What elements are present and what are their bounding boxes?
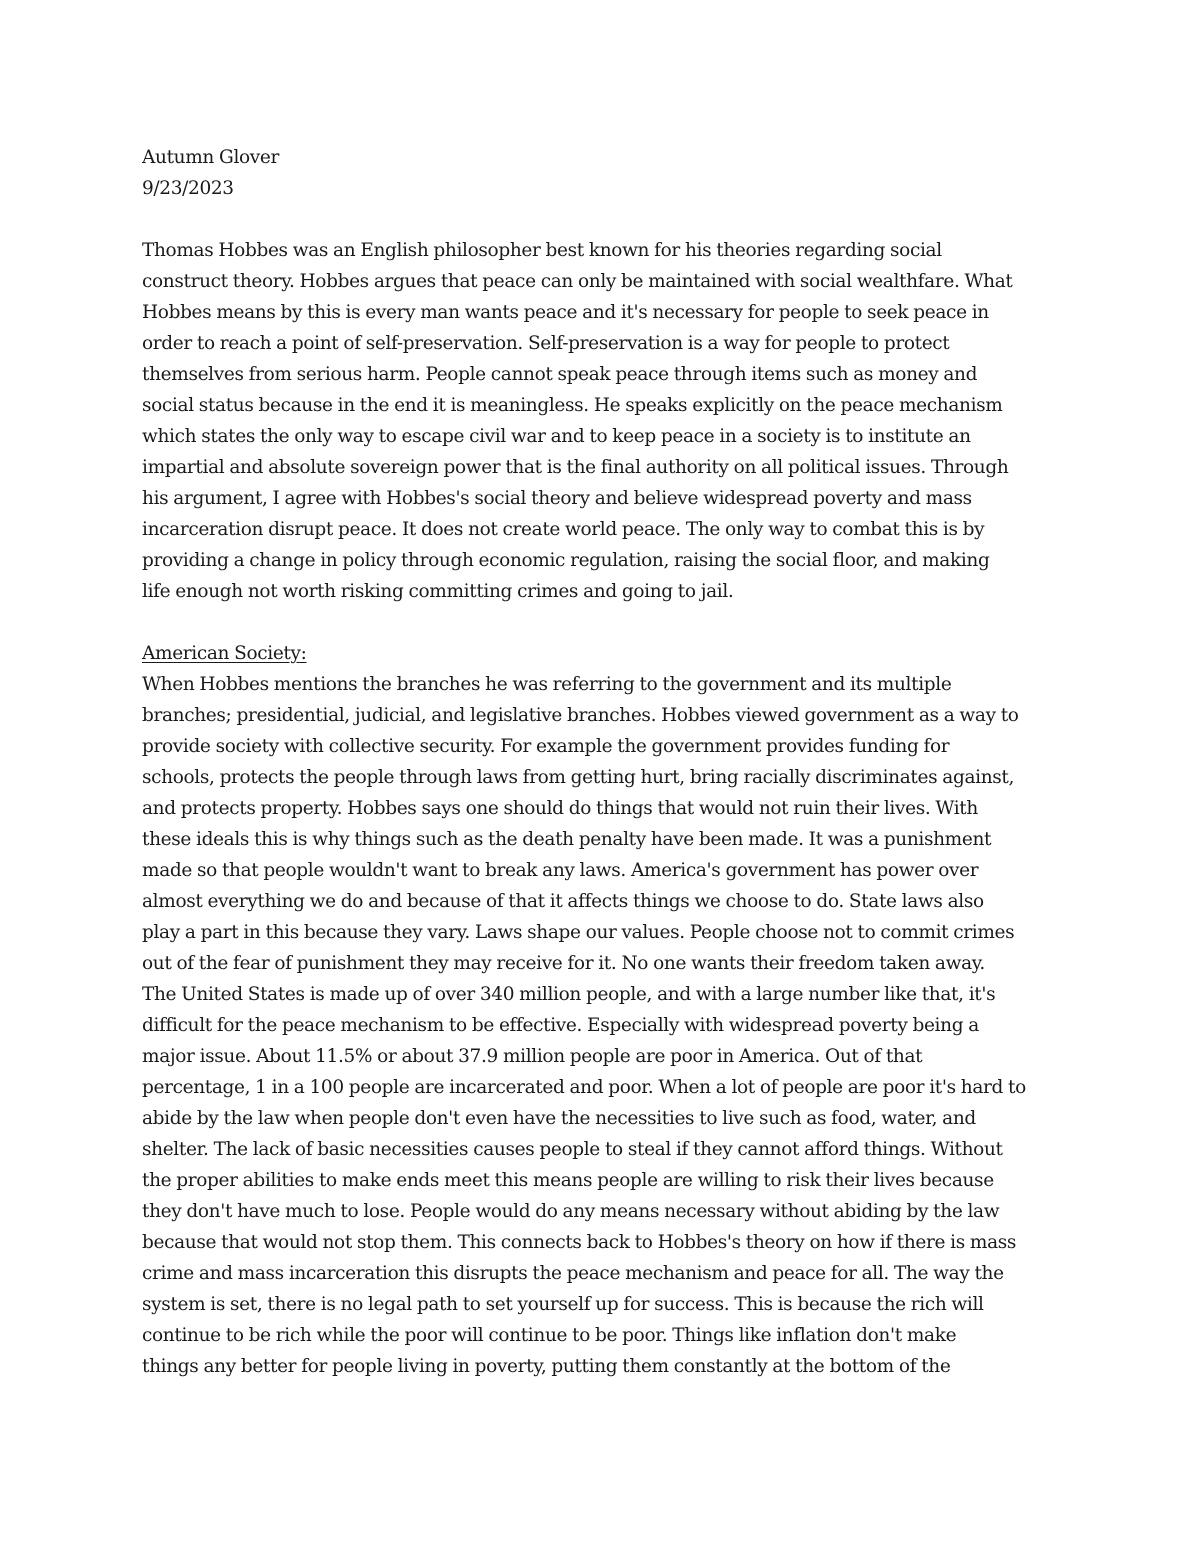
document-page [142, 142, 1062, 1382]
paragraph-line: continue to be rich while the poor will continue to be poor. Things like inflation don't make [142, 1325, 957, 1346]
intro-paragraph [142, 235, 1062, 607]
document-date: 9/23/2023 [142, 178, 234, 199]
paragraph-line: Thomas Hobbes was an English philosopher best known for his theories regarding social [142, 240, 942, 261]
paragraph-line: the proper abilities to make ends meet this means people are willing to risk their lives because [142, 1170, 994, 1191]
paragraph-line: providing a change in policy through economic regulation, raising the social floor, and making [142, 550, 990, 571]
paragraph-line: difficult for the peace mechanism to be effective. Especially with widespread poverty being a [142, 1015, 979, 1036]
paragraph-line: life enough not worth risking committing crimes and going to jail. [142, 581, 734, 602]
paragraph-line: which states the only way to escape civil war and to keep peace in a society is to institute an [142, 426, 971, 447]
paragraph-line: percentage, 1 in a 100 people are incarcerated and poor. When a lot of people are poor it's hard to [142, 1077, 1026, 1098]
paragraph-line: things any better for people living in poverty, putting them constantly at the bottom of the [142, 1356, 951, 1377]
paragraph-line: themselves from serious harm. People cannot speak peace through items such as money and [142, 364, 978, 385]
paragraph-line: impartial and absolute sovereign power that is the final authority on all political issues. Through [142, 457, 1009, 478]
paragraph-line: crime and mass incarceration this disrupts the peace mechanism and peace for all. The way the [142, 1263, 1004, 1284]
blank-line [142, 204, 1062, 235]
paragraph-line: system is set, there is no legal path to set yourself up for success. This is because the rich will [142, 1294, 984, 1315]
paragraph-line: almost everything we do and because of that it affects things we choose to do. State laws also [142, 891, 984, 912]
paragraph-line: incarceration disrupt peace. It does not create world peace. The only way to combat this is by [142, 519, 985, 540]
paragraph-line: his argument, I agree with Hobbes's social theory and believe widespread poverty and mass [142, 488, 972, 509]
section-heading: American Society: [142, 643, 307, 664]
paragraph-line: they don't have much to lose. People would do any means necessary without abiding by the law [142, 1201, 1000, 1222]
paragraph-line: order to reach a point of self-preservation. Self-preservation is a way for people to protect [142, 333, 950, 354]
blank-line [142, 607, 1062, 638]
paragraph-line: construct theory. Hobbes argues that peace can only be maintained with social wealthfare. What [142, 271, 1013, 292]
paragraph-line: because that would not stop them. This connects back to Hobbes's theory on how if there is mass [142, 1232, 1017, 1253]
author-name: Autumn Glover [142, 147, 279, 168]
paragraph-line: abide by the law when people don't even have the necessities to live such as food, water, and [142, 1108, 976, 1129]
paragraph-line: When Hobbes mentions the branches he was referring to the government and its multiple [142, 674, 952, 695]
paragraph-line: and protects property. Hobbes says one should do things that would not ruin their lives. With [142, 798, 978, 819]
paragraph-line: major issue. About 11.5% or about 37.9 million people are poor in America. Out of that [142, 1046, 923, 1067]
paragraph-line: play a part in this because they vary. Laws shape our values. People choose not to commit crimes [142, 922, 1015, 943]
paragraph-line: The United States is made up of over 340 million people, and with a large number like that, it's [142, 984, 996, 1005]
paragraph-line: social status because in the end it is meaningless. He speaks explicitly on the peace mechanism [142, 395, 1003, 416]
paragraph-line: made so that people wouldn't want to break any laws. America's government has power over [142, 860, 979, 881]
paragraph-line: branches; presidential, judicial, and legislative branches. Hobbes viewed government as a way to [142, 705, 1019, 726]
paragraph-line: out of the fear of punishment they may receive for it. No one wants their freedom taken away. [142, 953, 985, 974]
paragraph-line: Hobbes means by this is every man wants peace and it's necessary for people to seek peace in [142, 302, 989, 323]
paragraph-line: schools, protects the people through laws from getting hurt, bring racially discriminates against, [142, 767, 1015, 788]
paragraph-line: provide society with collective security. For example the government provides funding for [142, 736, 950, 757]
section-paragraph [142, 669, 1062, 1382]
paragraph-line: these ideals this is why things such as the death penalty have been made. It was a punishment [142, 829, 992, 850]
paragraph-line: shelter. The lack of basic necessities causes people to steal if they cannot afford things. Without [142, 1139, 1003, 1160]
